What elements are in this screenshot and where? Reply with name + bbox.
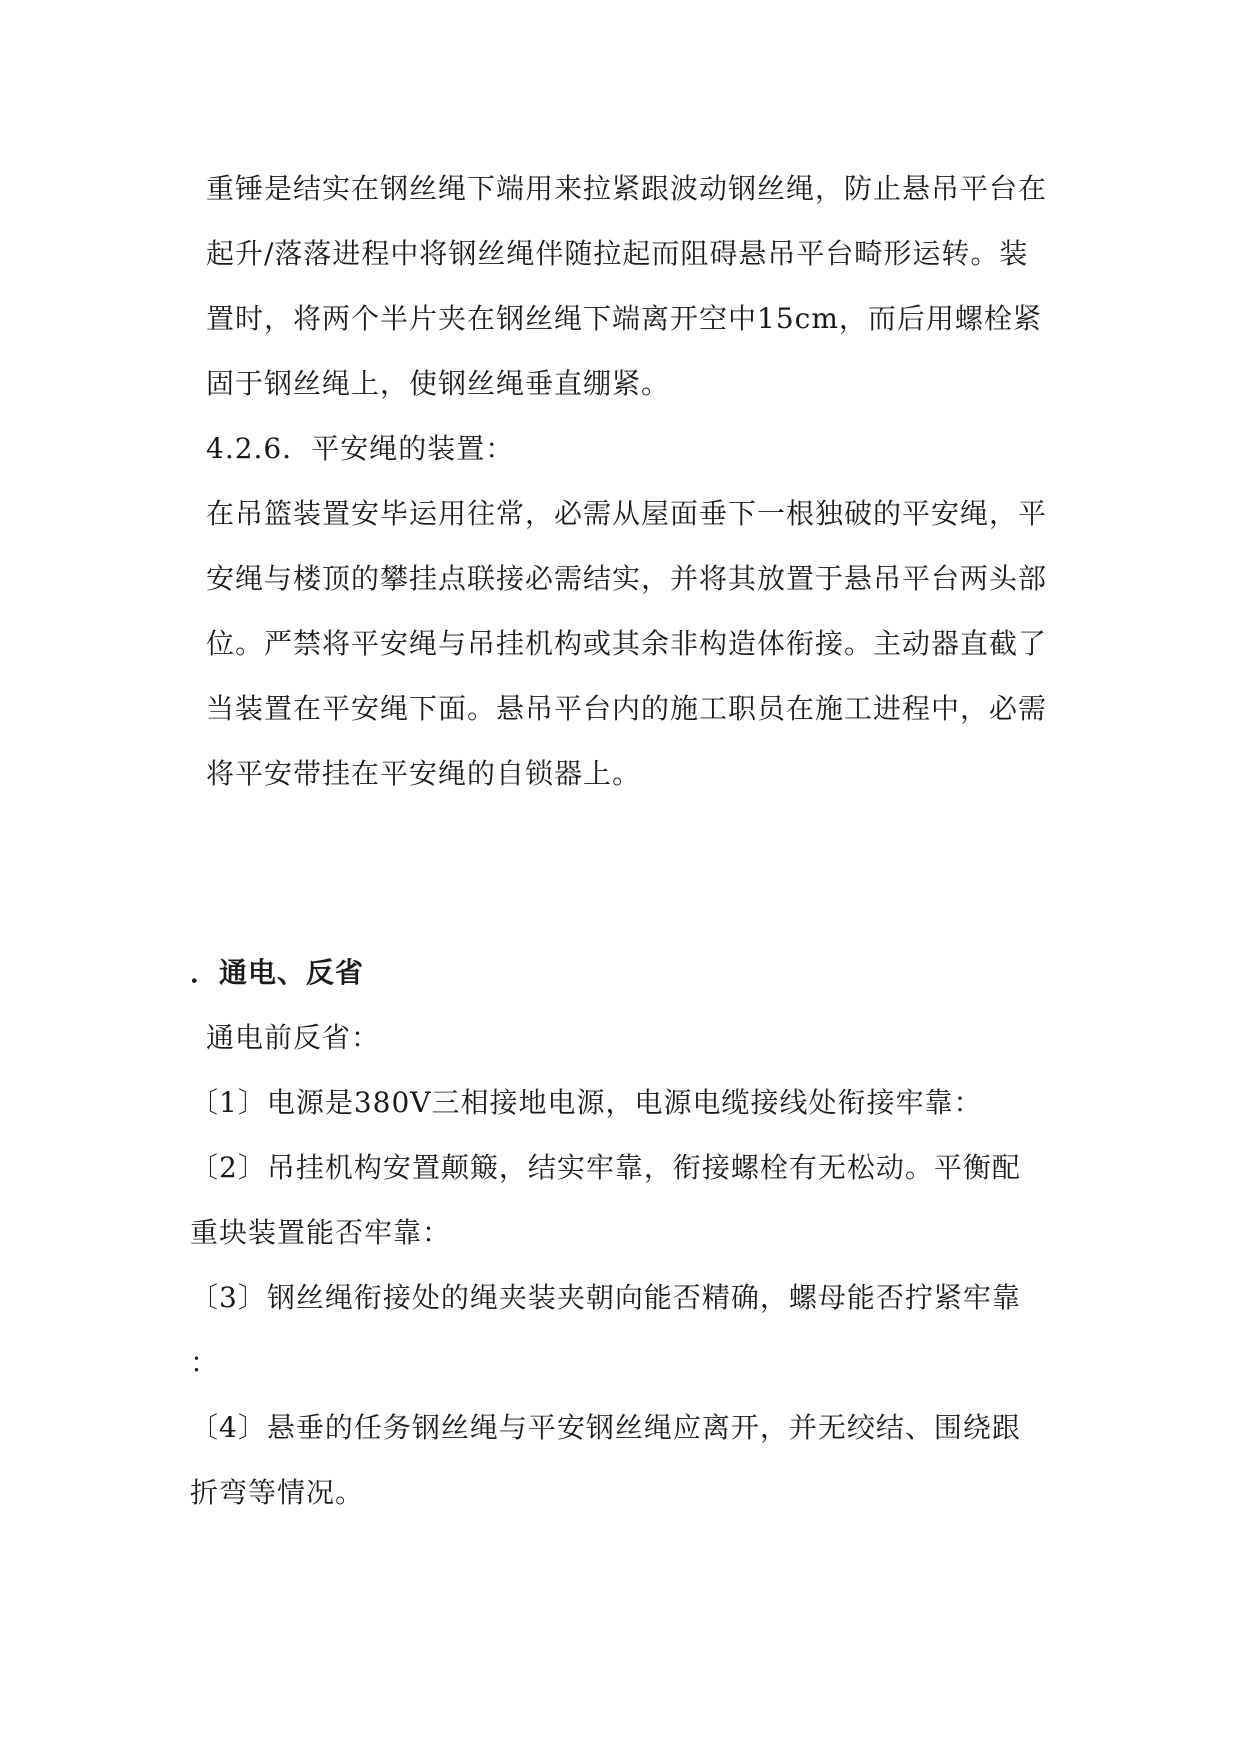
section-intro: 通电前反省：: [206, 1021, 381, 1054]
list-item: 〔2〕吊挂机构安置颠簸，结实牢靠，衔接螺栓有无松动。平衡配: [190, 1151, 1021, 1184]
list-item: 〔4〕悬垂的任务钢丝绳与平安钢丝绳应离开，并无绞结、围绕跟: [190, 1411, 1021, 1444]
paragraph-line: 在吊篮装置安毕运用往常，必需从屋面垂下一根独破的平安绳，平: [206, 497, 1048, 530]
list-item: 〔1〕电源是380V三相接地电源，电源电缆接线处衔接牢靠：: [190, 1086, 983, 1119]
subsection-heading: 4.2.6．平安绳的装置：: [206, 432, 515, 465]
list-item: 〔3〕钢丝绳衔接处的绳夹装夹朝向能否精确，螺母能否拧紧牢靠: [190, 1281, 1021, 1314]
paragraph-line: 位。严禁将平安绳与吊挂机构或其余非构造体衔接。主动器直截了: [206, 627, 1048, 660]
paragraph-line: 重锤是结实在钢丝绳下端用来拉紧跟波动钢丝绳，防止悬吊平台在: [206, 172, 1048, 205]
paragraph-line: 固于钢丝绳上，使钢丝绳垂直绷紧。: [206, 367, 671, 400]
paragraph-line: 起升/落落进程中将钢丝绳伴随拉起而阻碍悬吊平台畸形运转。装: [206, 237, 1029, 270]
list-item-continuation: 折弯等情况。: [190, 1476, 365, 1509]
list-item-continuation: ：: [190, 1346, 220, 1379]
paragraph-line: 安绳与楼顶的攀挂点联接必需结实，并将其放置于悬吊平台两头部: [206, 562, 1048, 595]
list-item-continuation: 重块装置能否牢靠：: [190, 1216, 452, 1249]
paragraph-line: 置时，将两个半片夹在钢丝绳下端离开空中15cm，而后用螺栓紧: [206, 302, 1042, 335]
section-heading: ．通电、反省: [190, 956, 365, 989]
paragraph-line: 当装置在平安绳下面。悬吊平台内的施工职员在施工进程中，必需: [206, 692, 1048, 725]
paragraph-line: 将平安带挂在平安绳的自锁器上。: [206, 757, 642, 790]
